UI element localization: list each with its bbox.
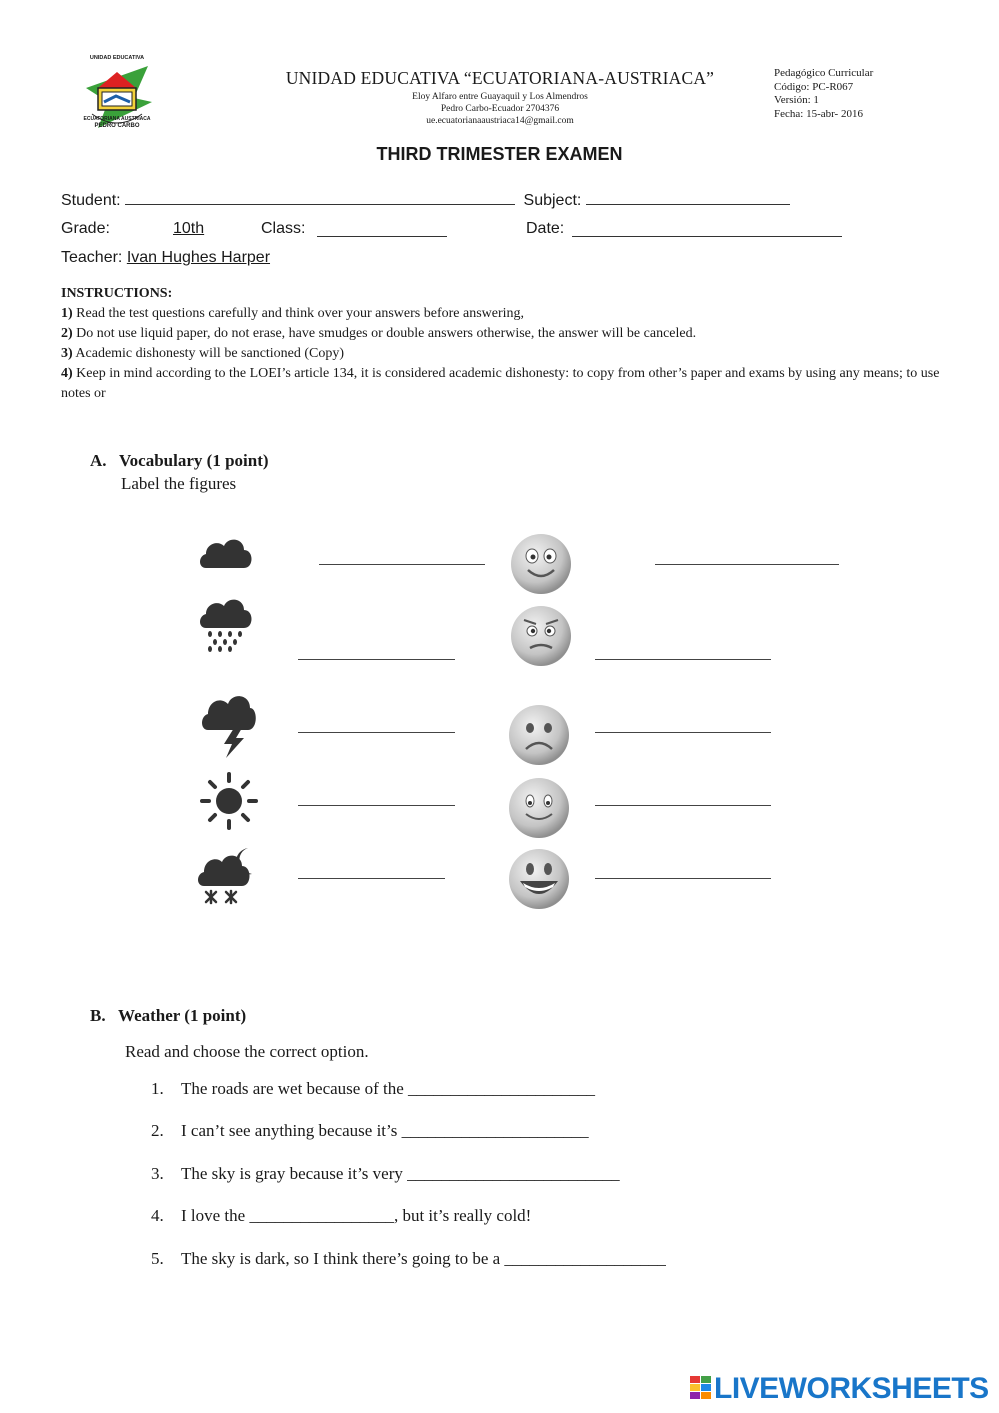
logo-text-top: UNIDAD EDUCATIVA bbox=[89, 55, 145, 61]
instruction-number: 3) bbox=[61, 346, 73, 361]
sun-icon bbox=[199, 771, 259, 831]
school-header bbox=[240, 68, 760, 127]
instruction-text: Read the test questions carefully and think over your answers before answering, bbox=[72, 306, 525, 321]
grade-label: Grade: bbox=[61, 220, 110, 237]
question-number: 5. bbox=[151, 1249, 164, 1268]
subject-blank[interactable] bbox=[586, 190, 790, 205]
student-field-row bbox=[61, 190, 790, 210]
question-text[interactable]: I can’t see anything because it’s ______________________ bbox=[181, 1121, 589, 1140]
question-number: 2. bbox=[151, 1121, 164, 1140]
school-logo bbox=[78, 55, 156, 134]
snow-night-icon bbox=[196, 846, 264, 908]
class-blank[interactable] bbox=[317, 222, 447, 237]
grade-field-row bbox=[61, 220, 961, 238]
school-name: UNIDAD EDUCATIVA “ECUATORIANA-AUSTRIACA” bbox=[285, 68, 715, 88]
question-item bbox=[151, 1079, 595, 1099]
school-email: ue.ecuatorianaaustriaca14@gmail.com bbox=[426, 116, 574, 126]
question-item bbox=[151, 1206, 531, 1226]
feeling-answer-blank[interactable] bbox=[655, 563, 839, 565]
feeling-answer-blank[interactable] bbox=[595, 658, 771, 660]
teacher-label: Teacher: bbox=[61, 249, 123, 266]
angry-face-icon bbox=[508, 604, 574, 668]
instruction-number: 4) bbox=[61, 366, 73, 381]
teacher-name: Ivan Hughes Harper bbox=[126, 249, 271, 266]
grinning-face-icon bbox=[506, 847, 572, 911]
sad-face-icon bbox=[506, 703, 572, 767]
instruction-item bbox=[61, 304, 941, 324]
liveworksheets-logo-icon bbox=[690, 1376, 712, 1400]
section-a-subtitle: Label the figures bbox=[121, 474, 237, 493]
feeling-answer-blank[interactable] bbox=[595, 877, 771, 879]
subject-label: Subject: bbox=[523, 192, 582, 209]
teacher-field-row bbox=[61, 249, 270, 267]
question-text[interactable]: The sky is dark, so I think there’s going to be a ___________________ bbox=[181, 1249, 666, 1268]
instruction-text: Academic dishonesty will be sanctioned (Copy) bbox=[72, 346, 345, 361]
instruction-text: Do not use liquid paper, do not erase, have smudges or double answers otherwise, the answer will be canceled. bbox=[72, 326, 697, 341]
logo-text-bottom: PEDRO CARBO bbox=[94, 123, 140, 129]
address-line-1: Eloy Alfaro entre Guayaquil y Los Almendros bbox=[412, 92, 588, 102]
grade-value: 10th bbox=[173, 220, 205, 237]
weather-answer-blank[interactable] bbox=[298, 658, 455, 660]
question-text[interactable]: The sky is gray because it’s very _________________________ bbox=[181, 1164, 620, 1183]
question-text[interactable]: I love the _________________, but it’s really cold! bbox=[181, 1206, 532, 1225]
weather-answer-blank[interactable] bbox=[298, 804, 455, 806]
address-line-2: Pedro Carbo-Ecuador 2704376 bbox=[440, 104, 560, 114]
instructions-title: INSTRUCTIONS: bbox=[61, 286, 173, 301]
exam-title: THIRD TRIMESTER EXAMEN bbox=[376, 144, 623, 164]
logo-text-arc: ECUATORIANA AUSTRIACA bbox=[83, 116, 151, 122]
doc-info-line: Fecha: 15-abr- 2016 bbox=[774, 107, 863, 120]
question-item bbox=[151, 1121, 589, 1141]
liveworksheets-brand bbox=[690, 1372, 989, 1406]
weather-answer-blank[interactable] bbox=[298, 731, 455, 733]
instruction-item bbox=[61, 364, 941, 404]
doc-info-line: Pedagógico Curricular bbox=[774, 67, 874, 79]
question-item bbox=[151, 1249, 666, 1269]
cloud-icon bbox=[198, 532, 254, 570]
rain-icon bbox=[198, 596, 254, 654]
question-text[interactable]: The roads are wet because of the ______________________ bbox=[181, 1079, 596, 1098]
date-blank[interactable] bbox=[572, 222, 842, 237]
instruction-item bbox=[61, 344, 941, 364]
storm-icon bbox=[200, 692, 258, 758]
section-a-title: A. Vocabulary (1 point) bbox=[90, 451, 269, 470]
doc-info-line: Versión: 1 bbox=[774, 94, 819, 106]
class-label: Class: bbox=[261, 220, 306, 237]
instruction-item bbox=[61, 324, 941, 344]
brand-text: LIVEWORKSHEETS bbox=[714, 1372, 989, 1405]
smiling-face-icon bbox=[508, 532, 574, 596]
instruction-number: 2) bbox=[61, 326, 73, 341]
question-number: 1. bbox=[151, 1079, 164, 1098]
feeling-answer-blank[interactable] bbox=[595, 804, 771, 806]
weather-answer-blank[interactable] bbox=[319, 563, 485, 565]
calm-smile-face-icon bbox=[506, 776, 572, 840]
document-info bbox=[774, 67, 873, 121]
instruction-number: 1) bbox=[61, 306, 73, 321]
section-b-title: B. Weather (1 point) bbox=[90, 1006, 247, 1025]
date-label: Date: bbox=[526, 220, 565, 237]
feeling-answer-blank[interactable] bbox=[595, 731, 771, 733]
question-number: 4. bbox=[151, 1206, 164, 1225]
question-item bbox=[151, 1164, 620, 1184]
doc-info-line: Código: PC-R067 bbox=[774, 80, 854, 93]
student-label: Student: bbox=[61, 192, 121, 209]
section-b-subtitle: Read and choose the correct option. bbox=[125, 1042, 369, 1061]
instruction-text: Keep in mind according to the LOEI’s article 134, it is considered academic dishonesty: to copy from other’s paper and exams by using any means; to use notes or bbox=[61, 366, 940, 401]
student-name-blank[interactable] bbox=[125, 190, 515, 205]
instructions bbox=[61, 284, 941, 404]
question-number: 3. bbox=[151, 1164, 164, 1183]
weather-answer-blank[interactable] bbox=[298, 877, 445, 879]
